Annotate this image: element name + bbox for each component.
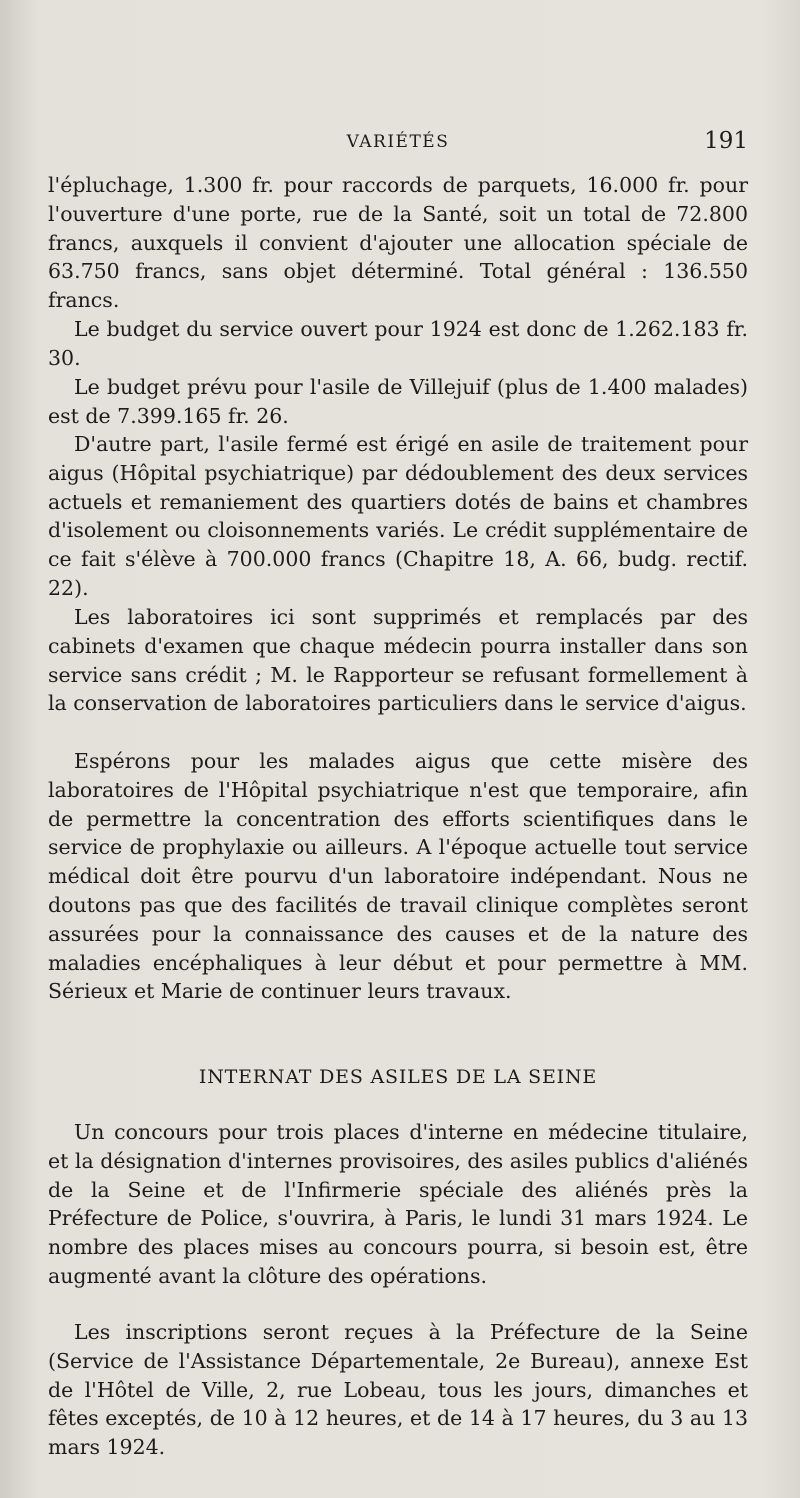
paragraph-psychiatric-hospital: D'autre part, l'asile fermé est érigé en asile de traitement pour aigus (Hôpital psychiatrique) par dédoublement des deux services actuels et remaniement des quartiers dotés de bains et chambres d'isolement ou cloisonnements variés. Le crédit supplémentaire de ce fait s'élève à 700.000 francs (Chapitre 18, A. 66, budg. rectif. 22).: [48, 432, 748, 600]
paragraph-villejuif-budget: Le budget prévu pour l'asile de Villejuif (plus de 1.400 malades) est de 7.399.165 fr. 26.: [48, 375, 748, 428]
running-title: VARIÉTÉS: [346, 132, 450, 152]
paragraph-open-service-budget: Le budget du service ouvert pour 1924 est donc de 1.262.183 fr. 30.: [48, 317, 748, 370]
paragraph-epluchage-costs: l'épluchage, 1.300 fr. pour raccords de parquets, 16.000 fr. pour l'ouverture d'une porte, rue de la Santé, soit un total de 72.800 francs, auxquels il convient d'ajouter une allocation spéciale de 63.750 francs, sans objet déterminé. Total général : 136.550 francs.: [48, 173, 748, 313]
running-head: [48, 128, 748, 158]
section-title: INTERNAT DES ASILES DE LA SEINE: [198, 1066, 598, 1088]
paragraph-hope: Espérons pour les malades aigus que cette misère des laboratoires de l'Hôpital psychiatrique n'est que temporaire, afin de permettre la concentration des efforts scientifiques dans le service de prophylaxie ou ailleurs. A l'époque actuelle tout service médical doit être pourvu d'un laboratoire indépendant. Nous ne doutons pas que des facilités de travail clinique complètes seront assurées pour la connaissance des causes et de la nature des maladies encéphaliques à leur début et pour permettre à MM. Sérieux et Marie de continuer leurs travaux.: [48, 749, 748, 1004]
page-number: 191: [704, 128, 748, 154]
paragraph-laboratories: Les laboratoires ici sont supprimés et remplacés par des cabinets d'examen que chaque médecin pourra installer dans son service sans crédit ; M. le Rapporteur se refusant formellement à la conservation de laboratoires particuliers dans le service d'aigus.: [48, 605, 748, 716]
paragraph-inscriptions: Les inscriptions seront reçues à la Préfecture de la Seine (Service de l'Assistance Départementale, 2e Bureau), annexe Est de l'Hôtel de Ville, 2, rue Lobeau, tous les jours, dimanches et fêtes exceptés, de 10 à 12 heures, et de 14 à 17 heures, du 3 au 13 mars 1924.: [48, 1320, 748, 1460]
paragraph-concours: Un concours pour trois places d'interne en médecine titulaire, et la désignation d'internes provisoires, des asiles publics d'aliénés de la Seine et de l'Infirmerie spéciale des aliénés près la Préfecture de Police, s'ouvrira, à Paris, le lundi 31 mars 1924. Le nombre des places mises au concours pourra, si besoin est, être augmenté avant la clôture des opérations.: [48, 1120, 748, 1288]
